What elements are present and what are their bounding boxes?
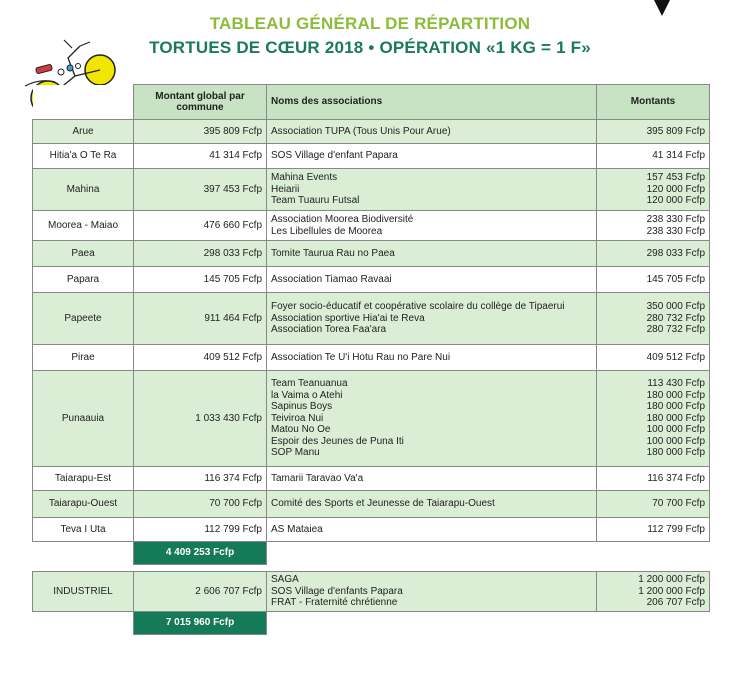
associations-cell — [267, 267, 597, 293]
empty-cell — [597, 612, 710, 635]
table-row — [33, 267, 710, 293]
associations-cell — [267, 241, 597, 267]
montants-cell — [597, 120, 710, 144]
montant-value: 120 000 Fcfp — [646, 195, 705, 207]
commune-cell: Papeete — [33, 293, 134, 345]
montant-value: 116 374 Fcfp — [647, 472, 705, 484]
grand-total-value: 7 015 960 Fcfp — [134, 612, 267, 635]
montants-cell — [597, 371, 710, 467]
table-row — [33, 169, 710, 211]
associations-cell — [267, 144, 597, 169]
montants-cell — [597, 144, 710, 169]
associations-cell — [267, 371, 597, 467]
table-row — [33, 120, 710, 144]
associations-cell — [267, 572, 597, 612]
montants-cell — [597, 267, 710, 293]
montants-cell — [597, 241, 710, 267]
association-name: SOS Village d'enfant Papara — [271, 150, 398, 162]
montants-cell — [597, 293, 710, 345]
montant-value: 298 033 Fcfp — [646, 247, 705, 259]
montant-value: 180 000 Fcfp — [646, 447, 705, 459]
header-blank-cell — [33, 85, 134, 120]
montant-value: 120 000 Fcfp — [646, 183, 705, 195]
subtotal-value: 4 409 253 Fcfp — [134, 542, 267, 565]
commune-cell: INDUSTRIEL — [33, 572, 134, 612]
montant-global-cell: 145 705 Fcfp — [134, 267, 267, 293]
associations-cell — [267, 518, 597, 542]
montant-global-cell: 2 606 707 Fcfp — [134, 572, 267, 612]
header-associations: Noms des associations — [267, 85, 597, 120]
empty-cell — [267, 612, 597, 635]
montant-value: 180 000 Fcfp — [646, 401, 705, 413]
associations-cell — [267, 120, 597, 144]
table-row — [33, 211, 710, 241]
montant-global-cell: 395 809 Fcfp — [134, 120, 267, 144]
montant-value: 1 200 000 Fcfp — [638, 585, 705, 597]
montant-value: 100 000 Fcfp — [646, 424, 705, 436]
commune-cell: Punaauia — [33, 371, 134, 467]
empty-cell — [597, 542, 710, 565]
commune-cell: Hitia'a O Te Ra — [33, 144, 134, 169]
montant-value: 180 000 Fcfp — [646, 412, 705, 424]
association-name: Association Tiamao Ravaai — [271, 273, 392, 285]
commune-cell: Teva I Uta — [33, 518, 134, 542]
montant-global-cell: 112 799 Fcfp — [134, 518, 267, 542]
empty-cell — [33, 542, 134, 565]
montant-value: 113 430 Fcfp — [647, 378, 705, 390]
title-line-2: TORTUES DE CŒUR 2018 • OPÉRATION «1 KG = 1 F» — [149, 38, 591, 57]
montant-global-cell: 911 464 Fcfp — [134, 293, 267, 345]
association-name: Association TUPA (Tous Unis Pour Arue) — [271, 125, 451, 137]
associations-cell — [267, 293, 597, 345]
associations-cell — [267, 169, 597, 211]
montant-global-cell: 1 033 430 Fcfp — [134, 371, 267, 467]
empty-cell — [267, 542, 597, 565]
association-name: SOP Manu — [271, 447, 320, 459]
montant-value: 157 453 Fcfp — [646, 172, 705, 184]
association-name: Foyer socio-éducatif et coopérative scolaire du collège de Tipaerui — [271, 301, 565, 313]
grand-total-row — [33, 612, 710, 635]
montant-value: 409 512 Fcfp — [646, 351, 705, 363]
montant-global-cell: 397 453 Fcfp — [134, 169, 267, 211]
montant-global-cell: 116 374 Fcfp — [134, 467, 267, 491]
association-name: Tamarii Taravao Va'a — [271, 472, 364, 484]
associations-cell — [267, 467, 597, 491]
montant-value: 1 200 000 Fcfp — [638, 574, 705, 586]
montants-cell — [597, 169, 710, 211]
montant-global-cell: 41 314 Fcfp — [134, 144, 267, 169]
table-row — [33, 518, 710, 542]
montant-value: 280 732 Fcfp — [646, 324, 705, 336]
header-montant-global: Montant global par commune — [134, 85, 267, 120]
commune-cell: Taiarapu-Est — [33, 467, 134, 491]
table-row — [33, 144, 710, 169]
table-header-row — [33, 85, 710, 120]
commune-cell: Pirae — [33, 345, 134, 371]
association-name: Team Teanuanua — [271, 378, 348, 390]
association-name: Sapinus Boys — [271, 401, 333, 413]
montant-value: 41 314 Fcfp — [652, 150, 705, 162]
montant-global-cell: 70 700 Fcfp — [134, 491, 267, 518]
montant-value: 206 707 Fcfp — [646, 597, 705, 609]
title-line-1: TABLEAU GÉNÉRAL DE RÉPARTITION — [209, 14, 531, 33]
empty-cell — [33, 612, 134, 635]
commune-cell: Arue — [33, 120, 134, 144]
association-name: Comité des Sports et Jeunesse de Taiarapu-Ouest — [271, 498, 495, 510]
association-name: Association Torea Faa'ara — [271, 324, 387, 336]
table-row — [33, 467, 710, 491]
table-row — [33, 345, 710, 371]
table-row — [33, 293, 710, 345]
montant-value: 70 700 Fcfp — [652, 498, 705, 510]
commune-cell: Moorea - Maiao — [33, 211, 134, 241]
association-name: AS Mataiea — [271, 523, 323, 535]
association-name: Association sportive Hia'ai te Reva — [271, 312, 425, 324]
montant-value: 112 799 Fcfp — [647, 523, 705, 535]
spacer-row — [33, 565, 710, 572]
table-row — [33, 572, 710, 612]
commune-cell: Taiarapu-Ouest — [33, 491, 134, 518]
association-name: Tomite Taurua Rau no Paea — [271, 247, 395, 259]
commune-cell: Paea — [33, 241, 134, 267]
montant-value: 238 330 Fcfp — [646, 225, 705, 237]
triangle-marker-icon — [652, 0, 672, 18]
montant-value: 395 809 Fcfp — [646, 125, 705, 137]
montant-value: 100 000 Fcfp — [646, 435, 705, 447]
montant-global-cell: 298 033 Fcfp — [134, 241, 267, 267]
association-name: Association Moorea Biodiversité — [271, 214, 414, 225]
montants-cell — [597, 491, 710, 518]
association-name: FRAT - Fraternité chrétienne — [271, 597, 398, 609]
association-name: Les Libellules de Moorea — [271, 225, 383, 237]
table-row — [33, 491, 710, 518]
commune-cell: Papara — [33, 267, 134, 293]
montants-cell — [597, 467, 710, 491]
association-name: Espoir des Jeunes de Puna Iti — [271, 435, 404, 447]
montant-value: 238 330 Fcfp — [646, 214, 705, 225]
table-row — [33, 371, 710, 467]
associations-cell — [267, 491, 597, 518]
montants-cell — [597, 345, 710, 371]
table-row — [33, 241, 710, 267]
distribution-table — [32, 84, 710, 635]
association-name: Team Tuauru Futsal — [271, 195, 360, 207]
montant-value: 280 732 Fcfp — [646, 312, 705, 324]
associations-cell — [267, 211, 597, 241]
association-name: Matou No Oe — [271, 424, 331, 436]
montants-cell — [597, 518, 710, 542]
subtotal-row — [33, 542, 710, 565]
montants-cell — [597, 211, 710, 241]
montant-global-cell: 476 660 Fcfp — [134, 211, 267, 241]
montant-value: 350 000 Fcfp — [646, 301, 705, 313]
association-name: SOS Village d'enfants Papara — [271, 585, 403, 597]
montants-cell — [597, 572, 710, 612]
association-name: Heiarii — [271, 183, 300, 195]
association-name: SAGA — [271, 574, 299, 586]
association-name: Mahina Events — [271, 172, 338, 184]
montant-global-cell: 409 512 Fcfp — [134, 345, 267, 371]
association-name: la Vaima o Atehi — [271, 389, 343, 401]
associations-cell — [267, 345, 597, 371]
association-name: Teiviroa Nui — [271, 412, 324, 424]
commune-cell: Mahina — [33, 169, 134, 211]
montant-value: 145 705 Fcfp — [646, 273, 705, 285]
header-montants: Montants — [597, 85, 710, 120]
montant-value: 180 000 Fcfp — [646, 389, 705, 401]
association-name: Association Te U'i Hotu Rau no Pare Nui — [271, 351, 451, 363]
